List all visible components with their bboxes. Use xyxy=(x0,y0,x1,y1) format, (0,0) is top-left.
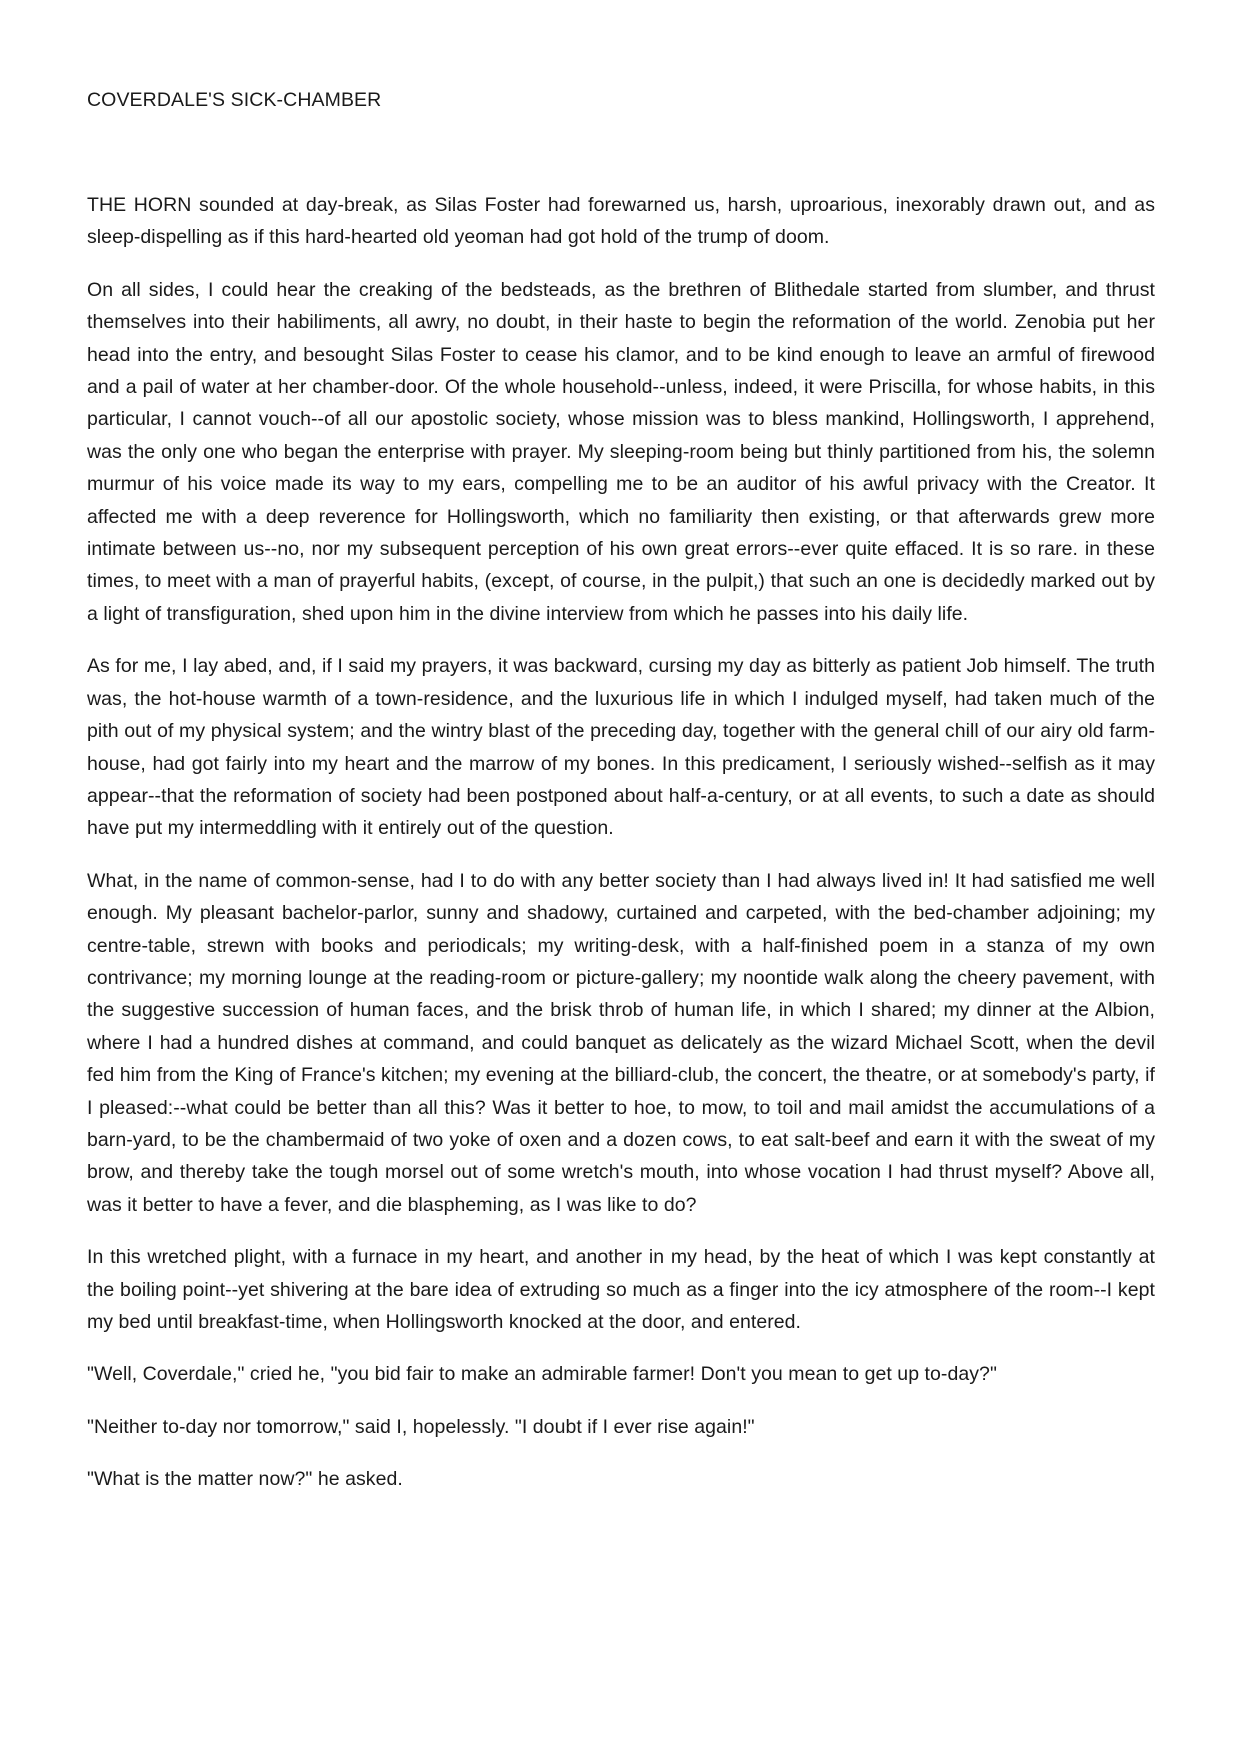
paragraph-1: THE HORN sounded at day-break, as Silas Foster had forewarned us, harsh, uproarious, inexorably drawn out, and as sleep-dispelling as if this hard-hearted old yeoman had got hold of the trump of doom. xyxy=(87,194,1155,249)
paragraph-6: "Well, Coverdale," cried he, "you bid fair to make an admirable farmer! Don't you mean to get up to-day?" xyxy=(87,1363,997,1386)
paragraph-8: "What is the matter now?" he asked. xyxy=(87,1468,403,1491)
body-text xyxy=(87,189,1155,1516)
paragraph-5: In this wretched plight, with a furnace in my heart, and another in my head, by the heat of which I was kept constantly at the boiling point--yet shivering at the bare idea of extruding so much as a finger into the icy atmosphere of the room--I kept my bed until breakfast-time, when Hollingsworth knocked at the door, and entered. xyxy=(87,1246,1155,1333)
paragraph-2: On all sides, I could hear the creaking of the bedsteads, as the brethren of Blithedale started from slumber, and thrust themselves into their habiliments, all awry, no doubt, in their haste to begin the reformation of the world. Zenobia put her head into the entry, and besought Silas Foster to cease his clamor, and to be kind enough to leave an armful of firewood and a pail of water at her chamber-door. Of the whole household--unless, indeed, it were Priscilla, for whose habits, in this particular, I cannot vouch--of all our apostolic society, whose mission was to bless mankind, Hollingsworth, I apprehend, was the only one who began the enterprise with prayer. My sleeping-room being but thinly partitioned from his, the solemn murmur of his voice made its way to my ears, compelling me to be an auditor of his awful privacy with the Creator. It affected me with a deep reverence for Hollingsworth, which no familiarity then existing, or that afterwards grew more intimate between us--no, nor my subsequent perception of his own great errors--ever quite effaced. It is so rare. in these times, to meet with a man of prayerful habits, (except, of course, in the pulpit,) that such an one is decidedly marked out by a light of transfiguration, shed upon him in the divine interview from which he passes into his daily life. xyxy=(87,278,1155,625)
document-page xyxy=(87,0,1155,1755)
chapter-title: COVERDALE'S SICK-CHAMBER xyxy=(87,89,382,111)
paragraph-4: What, in the name of common-sense, had I to do with any better society than I had always lived in! It had satisfied me well enough. My pleasant bachelor-parlor, sunny and shadowy, curtained and carpeted, with the bed-chamber adjoining; my centre-table, strewn with books and periodicals; my writing-desk, with a half-finished poem in a stanza of my own contrivance; my morning lounge at the reading-room or picture-gallery; my noontide walk along the cheery pavement, with the suggestive succession of human faces, and the brisk throb of human life, in which I shared; my dinner at the Albion, where I had a hundred dishes at command, and could banquet as delicately as the wizard Michael Scott, when the devil fed him from the King of France's kitchen; my evening at the billiard-club, the concert, the theatre, or at somebody's party, if I pleased:--what could be better than all this? Was it better to hoe, to mow, to toil and mail amidst the accumulations of a barn-yard, to be the chambermaid of two yoke of oxen and a dozen cows, to eat salt-beef and earn it with the sweat of my brow, and thereby take the tough morsel out of some wretch's mouth, into whose vocation I had thrust myself? Above all, was it better to have a fever, and die blaspheming, as I was like to do? xyxy=(87,869,1155,1216)
paragraph-7: "Neither to-day nor tomorrow," said I, hopelessly. "I doubt if I ever rise again!" xyxy=(87,1415,755,1438)
paragraph-3: As for me, I lay abed, and, if I said my prayers, it was backward, cursing my day as bitterly as patient Job himself. The truth was, the hot-house warmth of a town-residence, and the luxurious life in which I indulged myself, had taken much of the pith out of my physical system; and the wintry blast of the preceding day, together with the general chill of our airy old farm-house, had got fairly into my heart and the marrow of my bones. In this predicament, I seriously wished--selfish as it may appear--that the reformation of society had been postponed about half-a-century, or at all events, to such a date as should have put my intermeddling with it entirely out of the question. xyxy=(87,655,1155,840)
